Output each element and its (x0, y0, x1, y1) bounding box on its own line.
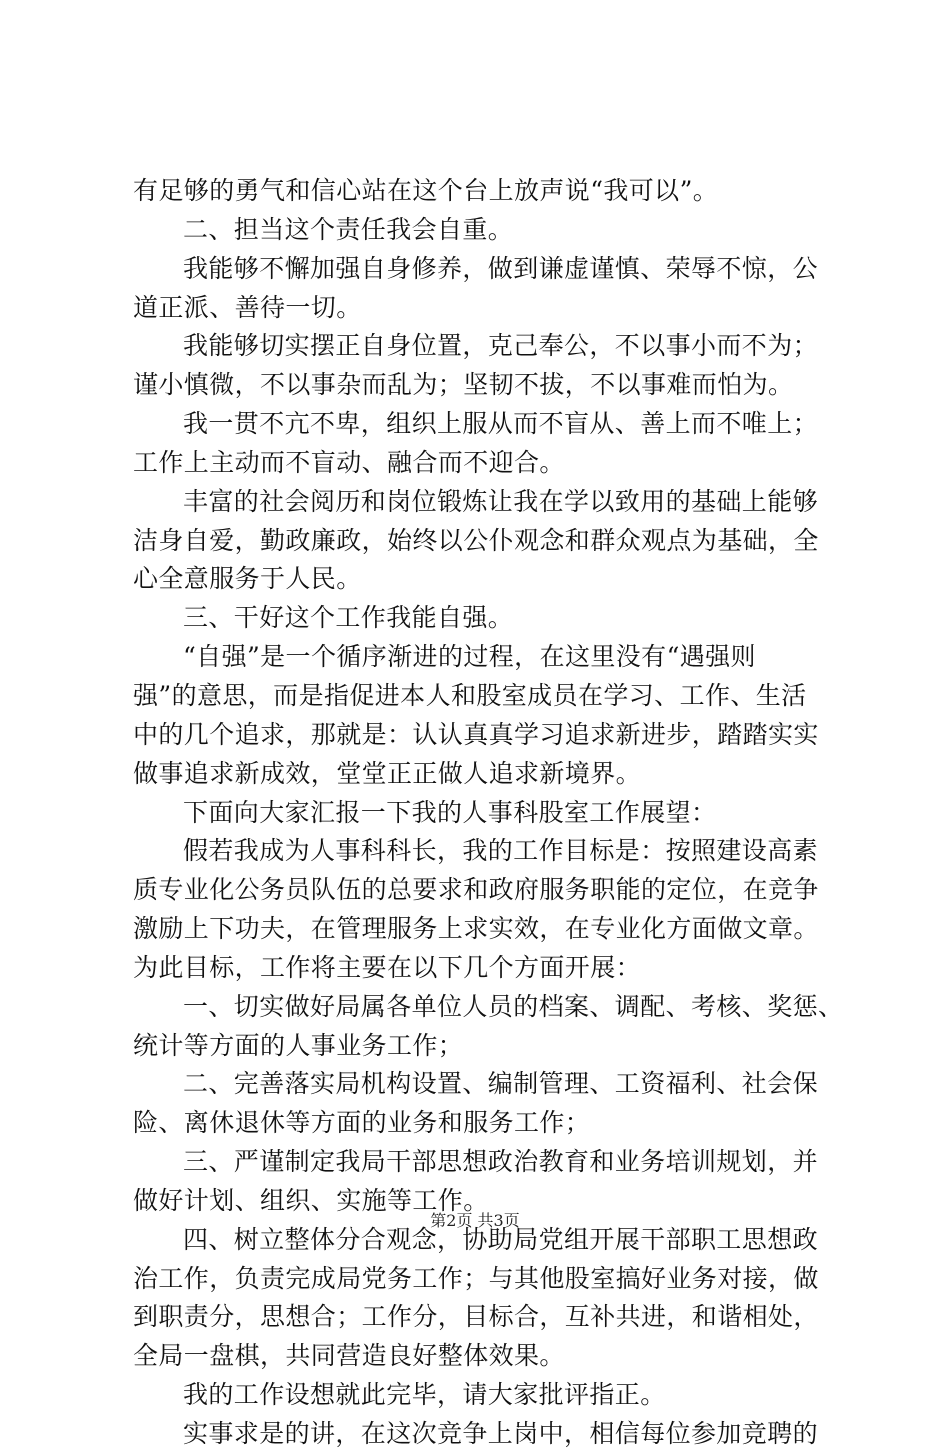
text-line: 二、完善落实局机构设置、编制管理、工资福利、社会保 (183, 1069, 819, 1099)
text-line: 下面向大家汇报一下我的人事科股室工作展望： (183, 797, 717, 827)
text-line: 心全意服务于人民。 (133, 564, 362, 594)
text-line: 二、担当这个责任我会自重。 (183, 214, 514, 244)
page-footer: 第2页 共3页 (430, 1211, 520, 1230)
text-line: 三、严谨制定我局干部思想政治教育和业务培训规划，并 (183, 1147, 819, 1177)
text-line: 全局一盘棋，共同营造良好整体效果。 (133, 1341, 565, 1371)
document-body (133, 172, 844, 1454)
text-line: 险、离休退休等方面的业务和服务工作； (133, 1108, 591, 1138)
text-line: “自强”是一个循序渐进的过程，在这里没有“遇强则 (183, 642, 756, 672)
text-line: 谨小慎微，不以事杂而乱为；坚韧不拔，不以事难而怕为。 (133, 370, 794, 400)
text-line: 激励上下功夫，在管理服务上求实效，在专业化方面做文章。 (133, 914, 819, 944)
text-line: 做事追求新成效，堂堂正正做人追求新境界。 (133, 758, 642, 788)
text-line: 实事求是的讲，在这次竞争上岗中，相信每位参加竞聘的 (183, 1419, 819, 1448)
text-line: 我能够切实摆正自身位置，克己奉公，不以事小而不为； (183, 331, 819, 361)
text-line: 道正派、善待一切。 (133, 292, 362, 322)
text-line: 统计等方面的人事业务工作； (133, 1030, 464, 1060)
text-line: 治工作，负责完成局党务工作；与其他股室搞好业务对接，做 (133, 1263, 819, 1293)
text-line: 质专业化公务员队伍的总要求和政府服务职能的定位，在竞争 (133, 875, 819, 905)
text-line: 我一贯不亢不卑，组织上服从而不盲从、善上而不唯上； (183, 409, 819, 439)
text-line: 我的工作设想就此完毕，请大家批评指正。 (183, 1380, 666, 1410)
text-line: 我能够不懈加强自身修养，做到谦虚谨慎、荣辱不惊，公 (183, 253, 819, 283)
text-line: 工作上主动而不盲动、融合而不迎合。 (133, 447, 565, 477)
text-line: 丰富的社会阅历和岗位锻炼让我在学以致用的基础上能够 (183, 486, 819, 516)
text-line: 洁身自爱，勤政廉政，始终以公仆观念和群众观点为基础，全 (133, 525, 819, 555)
text-line: 到职责分，思想合；工作分，目标合，互补共进，和谐相处， (133, 1302, 819, 1332)
text-line: 一、切实做好局属各单位人员的档案、调配、考核、奖惩、 (183, 991, 844, 1021)
text-line: 中的几个追求，那就是：认认真真学习追求新进步，踏踏实实 (133, 719, 819, 749)
text-line: 强”的意思，而是指促进本人和股室成员在学习、工作、生活 (133, 680, 807, 710)
text-line: 三、干好这个工作我能自强。 (183, 603, 514, 633)
text-line: 假若我成为人事科科长，我的工作目标是：按照建设高素 (183, 836, 819, 866)
text-line: 四、树立整体分合观念，协助局党组开展干部职工思想政 (183, 1224, 819, 1254)
text-line: 为此目标，工作将主要在以下几个方面开展： (133, 952, 642, 982)
text-line: 有足够的勇气和信心站在这个台上放声说“我可以”。 (133, 176, 719, 205)
text-line: 做好计划、组织、实施等工作。 (133, 1185, 489, 1215)
